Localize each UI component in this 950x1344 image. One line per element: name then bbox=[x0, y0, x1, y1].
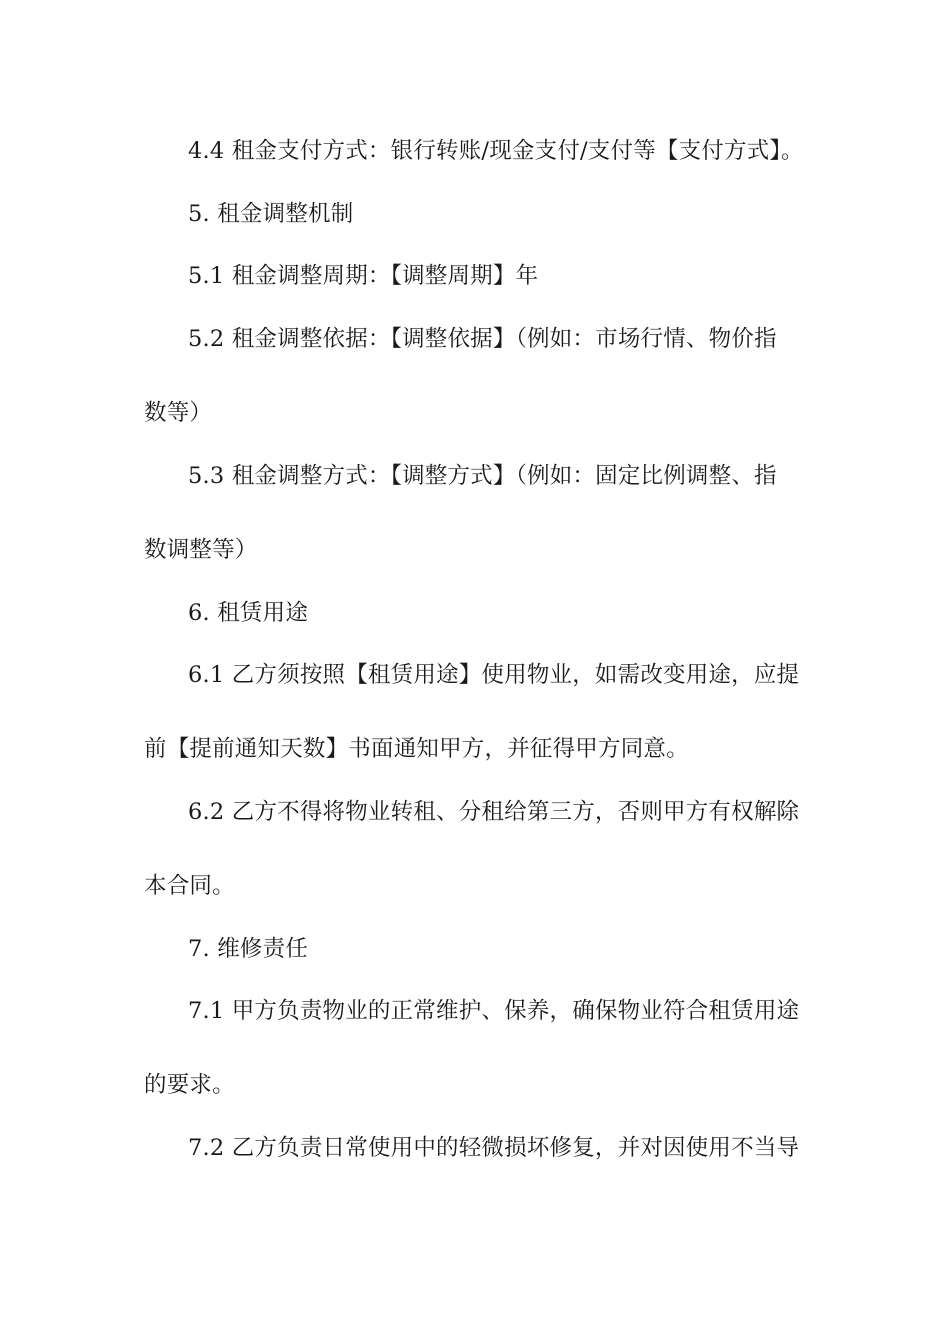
heading-6: 6. 租赁用途 bbox=[188, 600, 309, 626]
clause-7-1-continued: 的要求。 bbox=[144, 1072, 235, 1098]
clause-4-4: 4.4 租金支付方式：银行转账/现金支付/支付等【支付方式】。 bbox=[188, 138, 804, 164]
heading-5: 5. 租金调整机制 bbox=[188, 201, 354, 227]
clause-5-3: 5.3 租金调整方式：【调整方式】（例如：固定比例调整、指 bbox=[188, 463, 777, 489]
clause-5-2-continued: 数等） bbox=[144, 400, 213, 426]
clause-6-1: 6.1 乙方须按照【租赁用途】使用物业，如需改变用途，应提 bbox=[188, 662, 800, 688]
clause-5-3-continued: 数调整等） bbox=[144, 537, 258, 563]
clause-6-1-continued: 前【提前通知天数】书面通知甲方，并征得甲方同意。 bbox=[144, 736, 689, 762]
clause-6-2-continued: 本合同。 bbox=[144, 873, 235, 899]
heading-7: 7. 维修责任 bbox=[188, 936, 309, 962]
clause-5-1: 5.1 租金调整周期：【调整周期】年 bbox=[188, 263, 539, 289]
clause-7-2: 7.2 乙方负责日常使用中的轻微损坏修复，并对因使用不当导 bbox=[188, 1135, 800, 1161]
clause-5-2: 5.2 租金调整依据：【调整依据】（例如：市场行情、物价指 bbox=[188, 326, 777, 352]
clause-7-1: 7.1 甲方负责物业的正常维护、保养，确保物业符合租赁用途 bbox=[188, 998, 800, 1024]
clause-6-2: 6.2 乙方不得将物业转租、分租给第三方，否则甲方有权解除 bbox=[188, 799, 800, 825]
